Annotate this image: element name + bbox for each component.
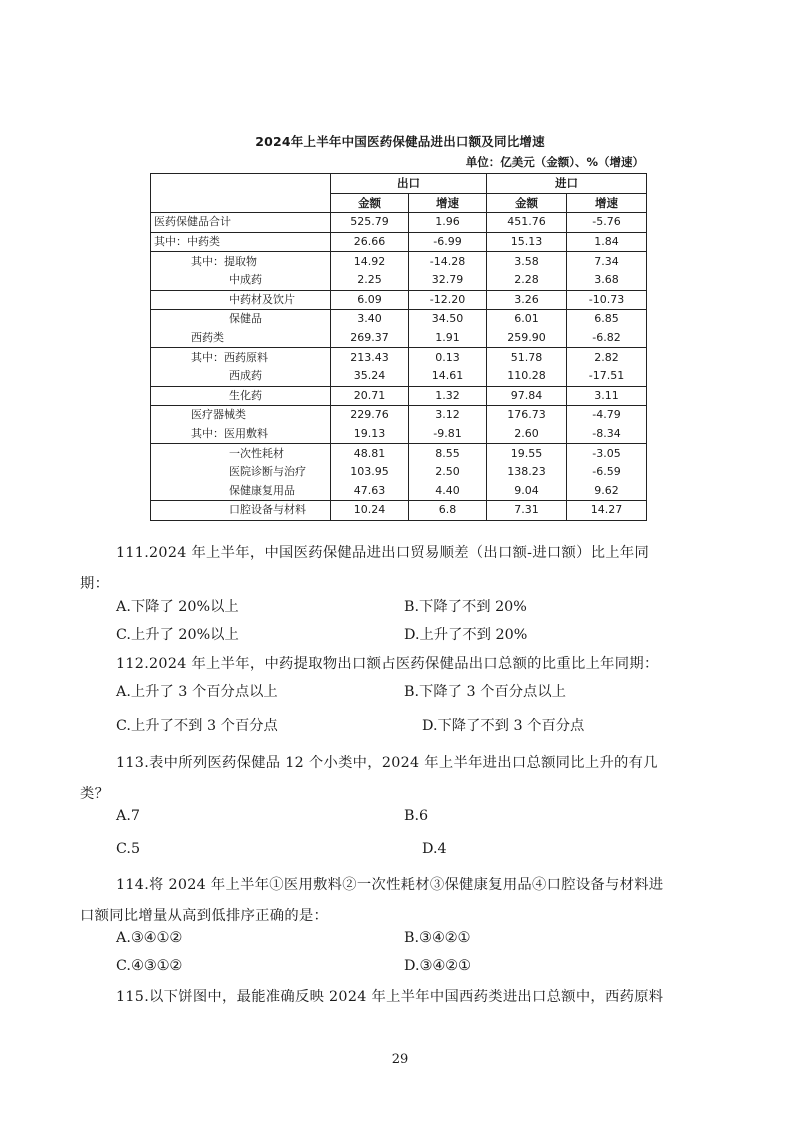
header-corner — [151, 174, 331, 213]
question-text: 115.以下饼图中，最能准确反映 2024 年上半年中国西药类进出口总额中，西药原料 — [116, 989, 664, 1005]
question-114 — [80, 870, 726, 932]
table-row — [151, 501, 647, 521]
cell: 15.13 — [487, 232, 567, 252]
cell: 138.23 — [487, 463, 567, 482]
cell: 19.13 — [331, 425, 409, 444]
cell: 6.01 — [487, 310, 567, 329]
option-a[interactable]: A.7 — [116, 808, 140, 824]
table-row — [151, 482, 647, 501]
cell: 3.68 — [594, 273, 619, 287]
cell: 1.32 — [409, 386, 487, 406]
table-row — [151, 367, 647, 386]
question-115 — [116, 982, 726, 1013]
table-row — [151, 444, 647, 463]
question-text: 期： — [80, 576, 110, 592]
question-text: 114.将 2024 年上半年①医用敷料②一次性耗材③保健康复用品④口腔设备与材料进 — [116, 877, 664, 893]
option-b[interactable]: B.下降了不到 20% — [404, 599, 527, 615]
question-111 — [80, 538, 726, 600]
cell: 20.71 — [331, 386, 409, 406]
cell: 6.8 — [409, 501, 487, 521]
cell: 97.84 — [487, 386, 567, 406]
row-label: 医药保健品合计 — [151, 213, 331, 233]
cell: 6.09 — [331, 290, 409, 310]
cell: 110.28 — [487, 367, 567, 386]
cell: 176.73 — [487, 406, 567, 425]
row-label: 口腔设备与材料 — [151, 501, 331, 521]
table-row — [151, 232, 647, 252]
cell: -5.76 — [567, 213, 647, 233]
cell: -9.81 — [409, 425, 487, 444]
cell: 0.13 — [409, 348, 487, 367]
cell: 103.95 — [331, 463, 409, 482]
cell: 47.63 — [331, 482, 409, 501]
table-row — [151, 310, 647, 329]
option-c[interactable]: C.5 — [116, 841, 141, 857]
row-label: 其中：中药类 — [151, 232, 331, 252]
row-label: 西药类 — [151, 329, 331, 348]
row-label: 保健康复用品 — [151, 482, 331, 501]
cell: 1.96 — [409, 213, 487, 233]
cell: 14.27 — [567, 501, 647, 521]
option-b[interactable]: B.③④②① — [404, 930, 471, 946]
table-row — [151, 252, 647, 271]
table-row — [151, 329, 647, 348]
cell: 2.25 — [331, 271, 409, 290]
option-c[interactable]: C.上升了不到 3 个百分点 — [116, 718, 278, 734]
option-a[interactable]: A.下降了 20%以上 — [116, 599, 239, 615]
cell: 32.79 — [409, 271, 487, 290]
question-112 — [116, 649, 726, 680]
row-label: 其中：提取物 — [151, 252, 331, 271]
cell: 7.31 — [487, 501, 567, 521]
cell: 10.24 — [331, 501, 409, 521]
cell: 2.82 — [567, 348, 647, 367]
question-text: 类？ — [80, 786, 110, 802]
table-row — [151, 386, 647, 406]
col-header: 增速 — [409, 193, 487, 213]
row-label: 保健品 — [151, 310, 331, 329]
cell: 48.81 — [331, 444, 409, 463]
table-row — [151, 213, 647, 233]
row-label: 西成药 — [151, 367, 331, 386]
cell: -3.05 — [567, 444, 647, 463]
cell: -8.34 — [592, 427, 621, 441]
cell: 259.90 — [487, 329, 567, 348]
cell: 1.91 — [409, 329, 487, 348]
question-113 — [80, 748, 726, 810]
cell: 7.34 — [567, 252, 647, 271]
table-title: 2024年上半年中国医药保健品进出口额及同比增速 — [255, 134, 545, 149]
row-label: 生化药 — [151, 386, 331, 406]
table-row — [151, 406, 647, 425]
page-number: 29 — [391, 1052, 409, 1067]
cell: -17.51 — [588, 369, 625, 383]
cell: 8.55 — [409, 444, 487, 463]
option-b[interactable]: B.6 — [404, 808, 429, 824]
option-d[interactable]: D.4 — [422, 841, 447, 857]
cell: -14.28 — [409, 252, 487, 271]
cell: -6.59 — [592, 465, 621, 479]
cell: 2.50 — [409, 463, 487, 482]
question-text: 112.2024 年上半年，中药提取物出口额占医药保健品出口总额的比重比上年同期： — [116, 656, 659, 672]
cell: -4.79 — [567, 406, 647, 425]
row-label: 医院诊断与治疗 — [151, 463, 331, 482]
col-header: 金额 — [487, 193, 567, 213]
cell: -6.99 — [409, 232, 487, 252]
cell: 525.79 — [331, 213, 409, 233]
row-label: 医疗器械类 — [151, 406, 331, 425]
row-label: 中成药 — [151, 271, 331, 290]
cell: 14.92 — [331, 252, 409, 271]
option-a[interactable]: A.③④①② — [116, 930, 183, 946]
question-text: 113.表中所列医药保健品 12 个小类中，2024 年上半年进出口总额同比上升的有几 — [116, 755, 658, 771]
cell: 3.11 — [567, 386, 647, 406]
option-a[interactable]: A.上升了 3 个百分点以上 — [116, 684, 278, 700]
row-label: 其中：西药原料 — [151, 348, 331, 367]
cell: 14.61 — [409, 367, 487, 386]
cell: 213.43 — [331, 348, 409, 367]
table-row — [151, 463, 647, 482]
cell: 35.24 — [331, 367, 409, 386]
header-export: 出口 — [331, 174, 487, 194]
table-unit: 单位：亿美元（金额）、%（增速） — [465, 155, 644, 169]
row-label: 其中：医用敷料 — [151, 425, 331, 444]
cell: 26.66 — [331, 232, 409, 252]
cell: 3.12 — [409, 406, 487, 425]
cell: 1.84 — [567, 232, 647, 252]
cell: -10.73 — [567, 290, 647, 310]
col-header: 增速 — [567, 193, 647, 213]
data-table — [150, 173, 647, 521]
question-text: 口额同比增量从高到低排序正确的是： — [80, 908, 329, 924]
option-c[interactable]: C.上升了 20%以上 — [116, 627, 239, 643]
cell: 51.78 — [487, 348, 567, 367]
header-import: 进口 — [555, 176, 578, 191]
table-row — [151, 425, 647, 444]
question-text: 111.2024 年上半年，中国医药保健品进出口贸易顺差（出口额-进口额）比上年同 — [116, 545, 650, 561]
option-d[interactable]: D.下降了不到 3 个百分点 — [422, 718, 585, 734]
cell: 3.58 — [487, 252, 567, 271]
cell: -12.20 — [409, 290, 487, 310]
cell: 451.76 — [487, 213, 567, 233]
table-group-header-row — [151, 174, 647, 194]
option-c[interactable]: C.④③①② — [116, 958, 183, 974]
cell: -6.82 — [592, 331, 621, 345]
cell: 2.28 — [487, 271, 567, 290]
cell: 229.76 — [331, 406, 409, 425]
row-label: 中药材及饮片 — [151, 290, 331, 310]
table-row — [151, 348, 647, 367]
cell: 3.40 — [331, 310, 409, 329]
col-header: 金额 — [331, 193, 409, 213]
cell: 6.85 — [567, 310, 647, 329]
cell: 2.60 — [487, 425, 567, 444]
cell: 34.50 — [409, 310, 487, 329]
option-b[interactable]: B.下降了 3 个百分点以上 — [404, 684, 566, 700]
option-d[interactable]: D.③④②① — [404, 958, 471, 974]
cell: 3.26 — [487, 290, 567, 310]
cell: 269.37 — [331, 329, 409, 348]
table-row — [151, 290, 647, 310]
cell: 9.62 — [594, 483, 619, 497]
row-label: 一次性耗材 — [151, 444, 331, 463]
cell: 19.55 — [487, 444, 567, 463]
cell: 9.04 — [487, 482, 567, 501]
table-row — [151, 271, 647, 290]
cell: 4.40 — [409, 482, 487, 501]
option-d[interactable]: D.上升了不到 20% — [404, 627, 528, 643]
